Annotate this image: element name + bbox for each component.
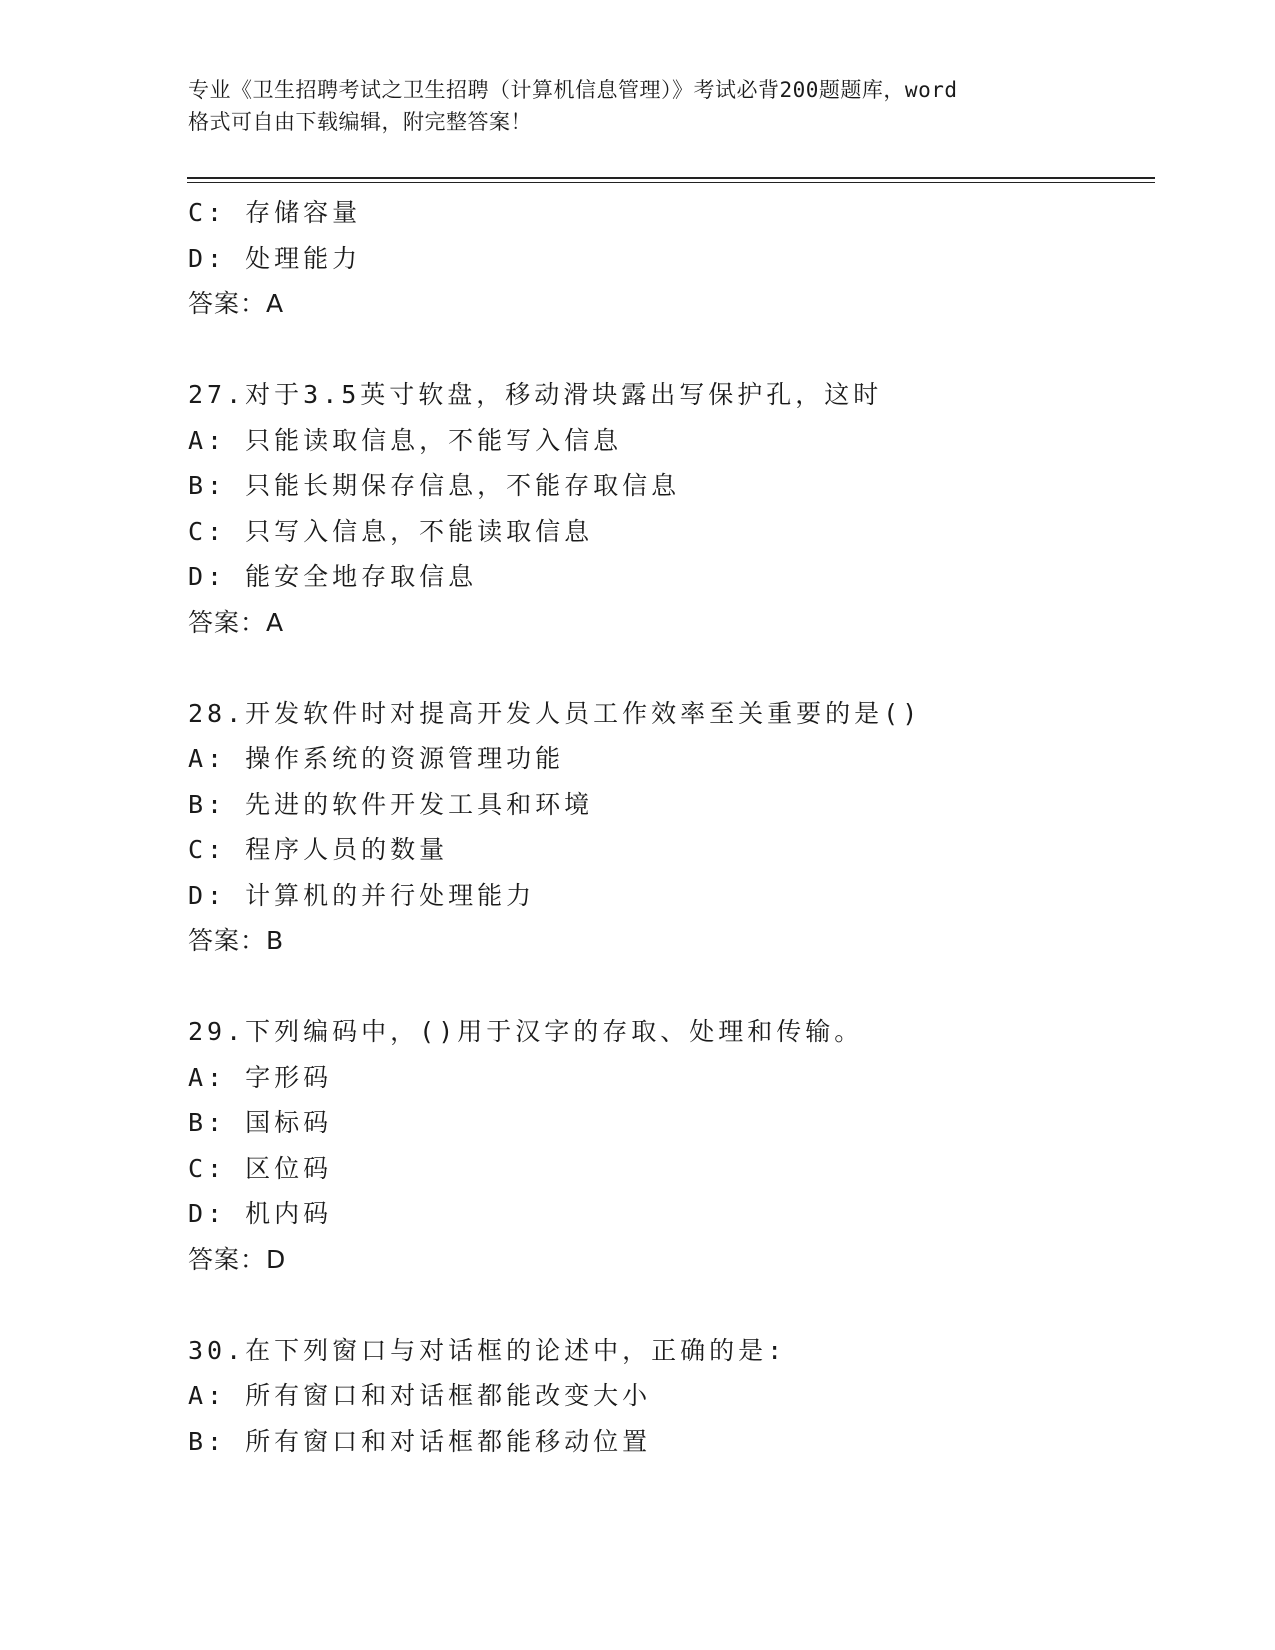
question-block-29 <box>188 1009 1148 1282</box>
question-stem: 27.对于3.5英寸软盘，移动滑块露出写保护孔，这时 <box>188 380 883 409</box>
answer-label: 答案：D <box>188 1244 287 1274</box>
question-block-30 <box>188 1328 1148 1465</box>
spacer <box>188 1282 1148 1328</box>
answer-label: 答案：A <box>188 289 285 318</box>
option-b: B: 只能长期保存信息，不能存取信息 <box>188 471 681 500</box>
option-b: B: 先进的软件开发工具和环境 <box>188 789 594 819</box>
answer-label: 答案：A <box>188 607 285 637</box>
header-title-line-1: 专业《卫生招聘考试之卫生招聘（计算机信息管理）》考试必背200题题库，word <box>188 78 958 102</box>
spacer <box>188 327 1148 373</box>
question-stem: 28.开发软件时对提高开发人员工作效率至关重要的是() <box>188 698 922 728</box>
question-list <box>188 190 1148 1464</box>
document-header <box>188 74 1088 138</box>
question-block-26 <box>188 190 1148 327</box>
question-block-27 <box>188 372 1148 645</box>
option-c: C: 程序人员的数量 <box>188 835 449 864</box>
header-title-line-2: 格式可自由下载编辑，附完整答案！ <box>188 110 532 134</box>
header-divider-thick <box>187 177 1155 179</box>
option-d: D: 处理能力 <box>188 243 362 273</box>
option-a: A: 操作系统的资源管理功能 <box>188 744 565 773</box>
option-c: C: 存储容量 <box>188 198 362 227</box>
option-d: D: 机内码 <box>188 1199 333 1228</box>
question-stem: 29.下列编码中，()用于汉字的存取、处理和传输。 <box>188 1017 864 1046</box>
option-a: A: 所有窗口和对话框都能改变大小 <box>188 1381 652 1410</box>
option-a: A: 只能读取信息，不能写入信息 <box>188 425 623 455</box>
option-c: C: 只写入信息，不能读取信息 <box>188 516 594 546</box>
option-d: D: 能安全地存取信息 <box>188 562 478 591</box>
option-b: B: 国标码 <box>188 1108 333 1137</box>
header-divider-thin <box>187 182 1155 183</box>
option-c: C: 区位码 <box>188 1153 333 1183</box>
answer-label: 答案：B <box>188 926 285 955</box>
question-block-28 <box>188 691 1148 964</box>
option-a: A: 字形码 <box>188 1062 333 1092</box>
option-b: B: 所有窗口和对话框都能移动位置 <box>188 1426 652 1456</box>
spacer <box>188 964 1148 1010</box>
option-d: D: 计算机的并行处理能力 <box>188 880 536 910</box>
question-stem: 30.在下列窗口与对话框的论述中，正确的是: <box>188 1335 787 1365</box>
spacer <box>188 645 1148 691</box>
